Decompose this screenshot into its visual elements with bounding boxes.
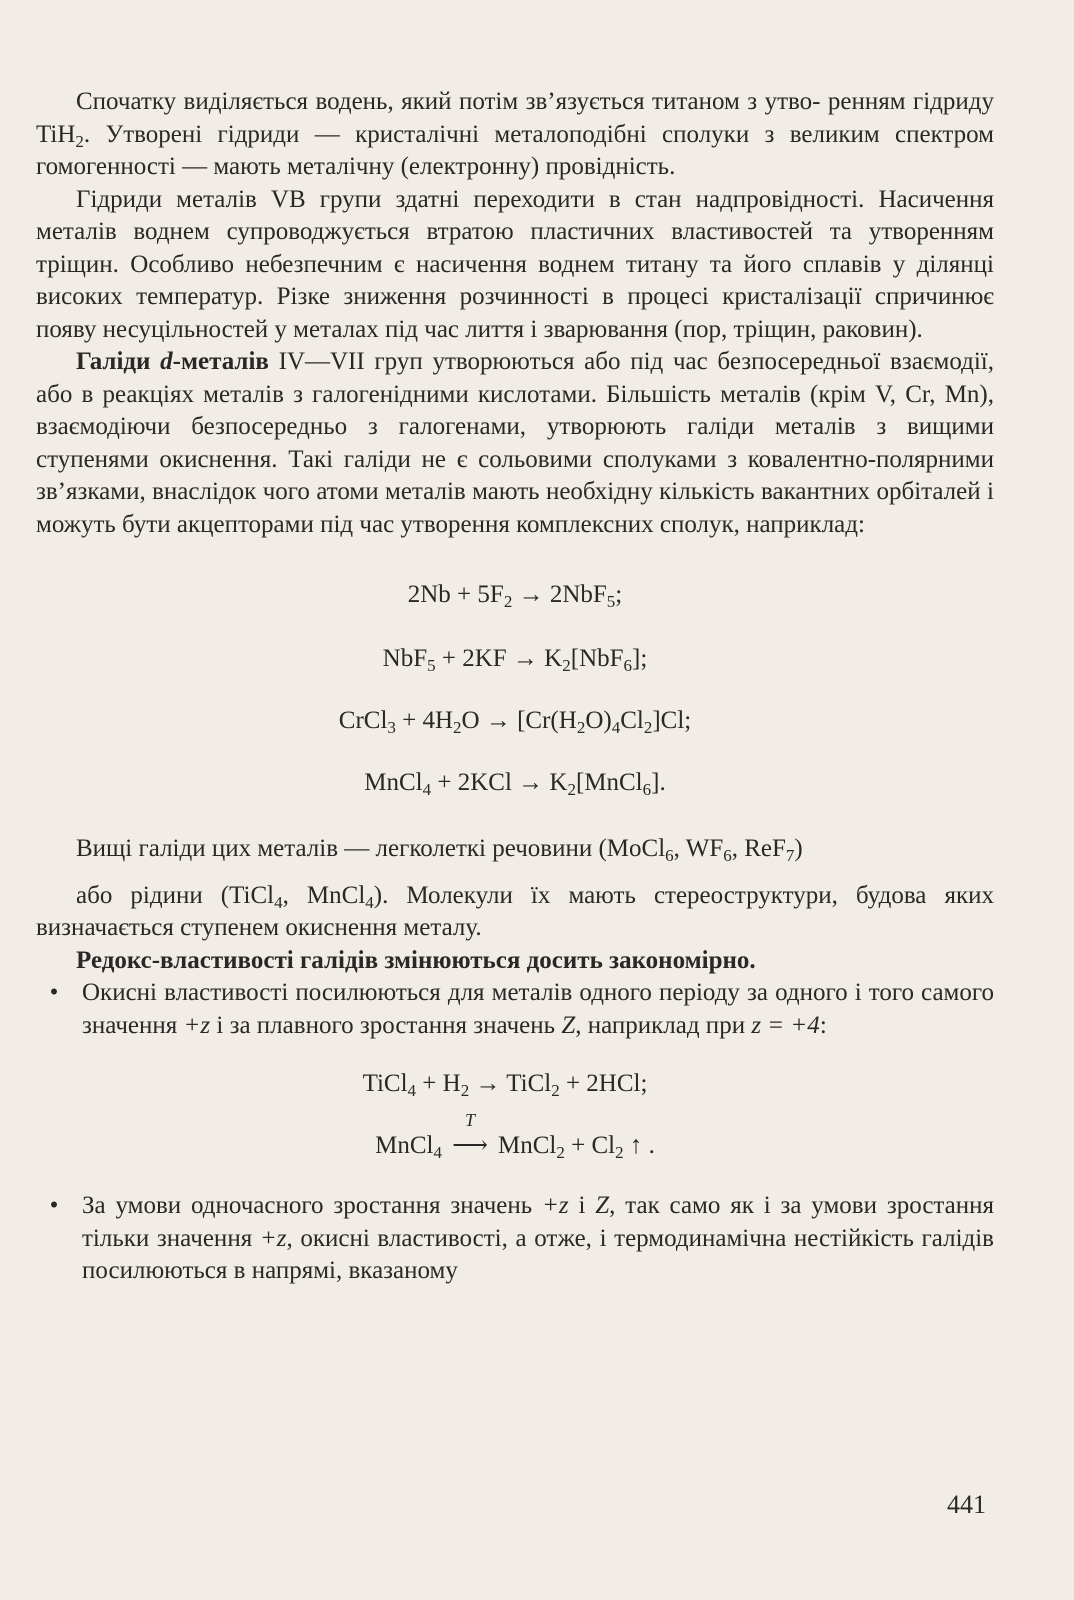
text-span: MnCl bbox=[375, 1132, 434, 1159]
subscript: 5 bbox=[427, 656, 436, 675]
subscript: 2 bbox=[503, 592, 513, 611]
equations-block-1 bbox=[36, 581, 994, 797]
text-span: , так само як і за умови зростання тільки значення bbox=[82, 1192, 995, 1252]
equations-block-2 bbox=[36, 1070, 994, 1160]
subscript: 6 bbox=[623, 656, 633, 675]
equation-ticl4-h2 bbox=[36, 1070, 994, 1098]
subscript: 2 bbox=[453, 718, 462, 737]
subscript: 3 bbox=[387, 718, 396, 737]
page-number: 441 bbox=[947, 1490, 986, 1519]
bullet-item-simultaneous-growth bbox=[36, 1190, 994, 1288]
equation-nbf5-kf bbox=[36, 645, 994, 673]
text-span: → 2NbF bbox=[512, 581, 607, 608]
text-span: + 2KF → K bbox=[435, 645, 563, 672]
text-span: → TiCl bbox=[469, 1070, 552, 1097]
text-span: CrCl bbox=[338, 707, 388, 734]
text-span: , наприклад при bbox=[575, 1011, 752, 1039]
bullet-icon: • bbox=[49, 1192, 59, 1219]
heat-arrow bbox=[442, 1110, 498, 1160]
text-span: ; bbox=[615, 581, 623, 608]
subscript: 2 bbox=[562, 656, 571, 675]
subscript: 2 bbox=[551, 1081, 560, 1100]
subscript: 2 bbox=[556, 1143, 565, 1162]
paragraph-hydrogen-release bbox=[36, 86, 994, 184]
text-span: -металів bbox=[172, 348, 269, 375]
equation-crcl3-h2o bbox=[36, 707, 994, 735]
paragraph-higher-halides bbox=[36, 833, 994, 945]
text-span: , MnCl bbox=[282, 881, 366, 909]
subscript: 6 bbox=[642, 780, 652, 799]
paragraph-redox-heading: Редокс-властивості галідів змінюються досить закономірно. bbox=[76, 946, 756, 974]
subscript: 7 bbox=[785, 846, 795, 865]
text-span: Галіди bbox=[76, 348, 161, 375]
text-span: ]Cl; bbox=[652, 707, 692, 734]
text-span: + 4H bbox=[395, 707, 454, 734]
line-wrapper bbox=[36, 880, 994, 945]
text-span: [MnCl bbox=[575, 769, 643, 796]
text-span: і bbox=[568, 1192, 596, 1219]
equation-mncl4-kcl bbox=[36, 769, 994, 797]
subscript: 2 bbox=[615, 1143, 624, 1162]
subscript: 6 bbox=[665, 846, 674, 865]
subscript: 4 bbox=[611, 718, 621, 737]
text-span: ↑ . bbox=[623, 1132, 655, 1159]
text-span: [NbF bbox=[570, 645, 624, 672]
text-span: ренням гідриду TiH bbox=[36, 88, 994, 148]
text-span: IV—VII груп утворюються або під час безпосередньої взаємодії, або в реакціях металів з галогенідними кислотами. Більшість металів (крім V, Cr, Mn), взаємодіючи безпосередньо з галогенами, утворюють галіди металів з вищими ступенями окиснення. Такі галіди не є сольовими сполуками з ковалентно-полярними зв’язками, внаслідок чого атоми металів мають необхідну кількість вакантних орбіталей і можуть бути акцепторами під час утворення комплексних сполук, наприклад: bbox=[36, 348, 994, 538]
subscript: 2 bbox=[643, 718, 653, 737]
text-span: ]. bbox=[651, 769, 666, 796]
text-span: ) bbox=[794, 835, 803, 862]
text-span: ). Молекули їх мають стереоструктури, будова яких визначається ступенем окиснення металу. bbox=[36, 881, 994, 941]
paragraph-hydrides-vb: Гідриди металів VB групи здатні переходити в стан надпровідності. Насичення металів воднем супроводжується втратою пластичних властивостей та утворенням тріщин. Особливо небезпечним є насичення воднем титану та його сплавів у ділянці високих температур. Різке зниження розчинності в процесі кристалізації спричинює появу несуцільностей у металах під час лиття і зварювання (пор, тріщин, раковин). bbox=[36, 185, 994, 343]
text-span: + 2KCl → K bbox=[431, 769, 568, 796]
text-span: MnCl bbox=[498, 1132, 557, 1159]
text-span: +z bbox=[259, 1224, 287, 1252]
subscript: 5 bbox=[606, 592, 616, 611]
subscript: 2 bbox=[567, 780, 576, 799]
text-span: , окисні властивості, а отже, і термодинамічна нестійкість галідів посилюються в напрямі, вказаному bbox=[82, 1224, 994, 1284]
text-span: d bbox=[160, 348, 173, 375]
subscript: 4 bbox=[407, 1081, 417, 1100]
text-span: T bbox=[464, 1110, 475, 1130]
text-span: Вищі галіди цих металів — легколеткі речовини (MoCl bbox=[76, 835, 666, 862]
text-span: NbF bbox=[382, 645, 428, 672]
subscript: 4 bbox=[422, 780, 432, 799]
text-span: , ReF bbox=[731, 835, 786, 862]
text-span: O) bbox=[585, 707, 612, 734]
text-span: Z bbox=[561, 1011, 576, 1039]
subscript: 2 bbox=[75, 131, 84, 151]
text-span: . Утворені гідриди — кристалічні металоподібні сполуки з великим спектром гомогенності — мають металічну (електронну) провідність. bbox=[36, 120, 994, 180]
subscript: 2 bbox=[460, 1081, 470, 1100]
equation-nb-f2 bbox=[36, 581, 994, 609]
text-span: : bbox=[819, 1011, 827, 1039]
bold-term bbox=[76, 348, 269, 375]
text-span: Z bbox=[595, 1192, 610, 1219]
paragraph-halides-d-metals bbox=[36, 346, 994, 541]
text-span: + H bbox=[416, 1070, 461, 1097]
subscript: 4 bbox=[365, 892, 374, 912]
subscript: 4 bbox=[433, 1143, 442, 1162]
text-span: TiCl bbox=[362, 1070, 408, 1097]
text-span: O → [Cr(H bbox=[461, 707, 577, 734]
text-span: Cl bbox=[620, 707, 644, 734]
text-span: або рідини (TiCl bbox=[76, 881, 275, 909]
text-span: +z bbox=[542, 1192, 569, 1219]
subscript: 4 bbox=[274, 892, 283, 912]
text-span: , WF bbox=[673, 835, 724, 862]
text-span: + Cl bbox=[564, 1132, 616, 1159]
text-span: Спочатку виділяється водень, який потім зв’язується титаном з утво- bbox=[76, 88, 821, 115]
text-span: MnCl bbox=[364, 769, 423, 796]
text-span: z = +4 bbox=[751, 1011, 820, 1039]
text-span: + 2HCl; bbox=[559, 1070, 648, 1097]
text-span: ]; bbox=[632, 645, 648, 672]
text-span: ⟶ bbox=[452, 1132, 488, 1159]
bullet-icon: • bbox=[49, 979, 59, 1006]
text-span: +z bbox=[183, 1011, 211, 1039]
equation-mncl4-decomp bbox=[36, 1110, 994, 1162]
text-span: За умови одночасного зростання значень bbox=[82, 1192, 542, 1219]
bullet-item-oxidizing bbox=[36, 977, 994, 1042]
subscript: 2 bbox=[576, 718, 586, 737]
text-span: Окисні властивості посилюються для металів одного періоду за одного і того самого значення bbox=[82, 979, 994, 1039]
subscript: 6 bbox=[723, 846, 732, 865]
text-span: і за плавного зростання значень bbox=[210, 1011, 562, 1039]
text-span: 2Nb + 5F bbox=[407, 581, 504, 608]
